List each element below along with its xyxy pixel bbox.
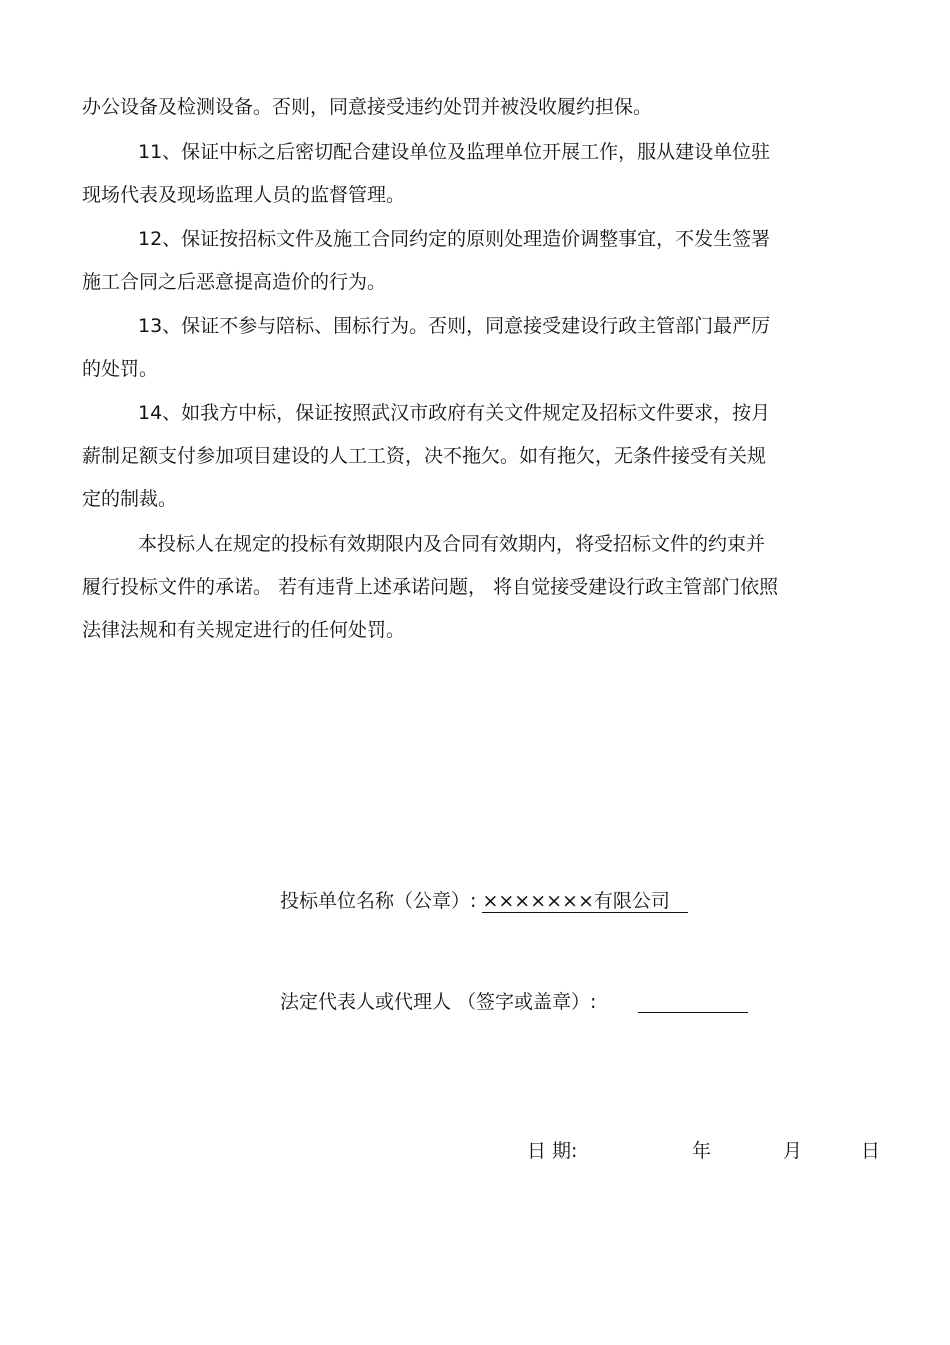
date-month-label: 月 (783, 1140, 803, 1162)
company-name-value: ×××××××有限公司 (482, 890, 687, 913)
paragraph-10-tail: 办公设备及检测设备。否则，同意接受违约处罚并被没收履约担保。 (82, 96, 653, 118)
representative-signature-line (638, 1012, 748, 1013)
paragraph-14-line-2: 薪制足额支付参加项目建设的人工工资，决不拖欠。如有拖欠，无条件接受有关规 (82, 445, 767, 467)
paragraph-15-line-3: 法律法规和有关规定进行的任何处罚。 (82, 619, 406, 641)
paragraph-15-line-2: 履行投标文件的承诺。 若有违背上述承诺问题， 将自觉接受建设行政主管部门依照 (82, 576, 779, 598)
paragraph-13-line-1: 13、保证不参与陪标、围标行为。否则，同意接受建设行政主管部门最严厉 (138, 315, 771, 337)
paragraph-13-line-2: 的处罚。 (82, 358, 159, 380)
date-day-label: 日 (861, 1140, 881, 1162)
company-name-row (280, 889, 688, 913)
paragraph-14-line-1: 14、如我方中标，保证按照武汉市政府有关文件规定及招标文件要求，按月 (138, 402, 771, 424)
paragraph-14-line-3: 定的制裁。 (82, 488, 178, 510)
paragraph-12-line-1: 12、保证按招标文件及施工合同约定的原则处理造价调整事宜，不发生签署 (138, 228, 771, 250)
paragraph-11-line-1: 11、保证中标之后密切配合建设单位及监理单位开展工作，服从建设单位驻 (138, 141, 771, 163)
paragraph-12-line-2: 施工合同之后恶意提高造价的行为。 (82, 271, 387, 293)
paragraph-11-line-2: 现场代表及现场监理人员的监督管理。 (82, 184, 406, 206)
paragraph-15-line-1: 本投标人在规定的投标有效期限内及合同有效期内，将受招标文件的约束并 (138, 533, 766, 555)
representative-label: 法定代表人或代理人 （签字或盖章）: (280, 991, 597, 1013)
date-label: 日 期: (527, 1140, 578, 1162)
company-name-label: 投标单位名称（公章）: (280, 890, 477, 912)
date-year-label: 年 (692, 1140, 712, 1162)
